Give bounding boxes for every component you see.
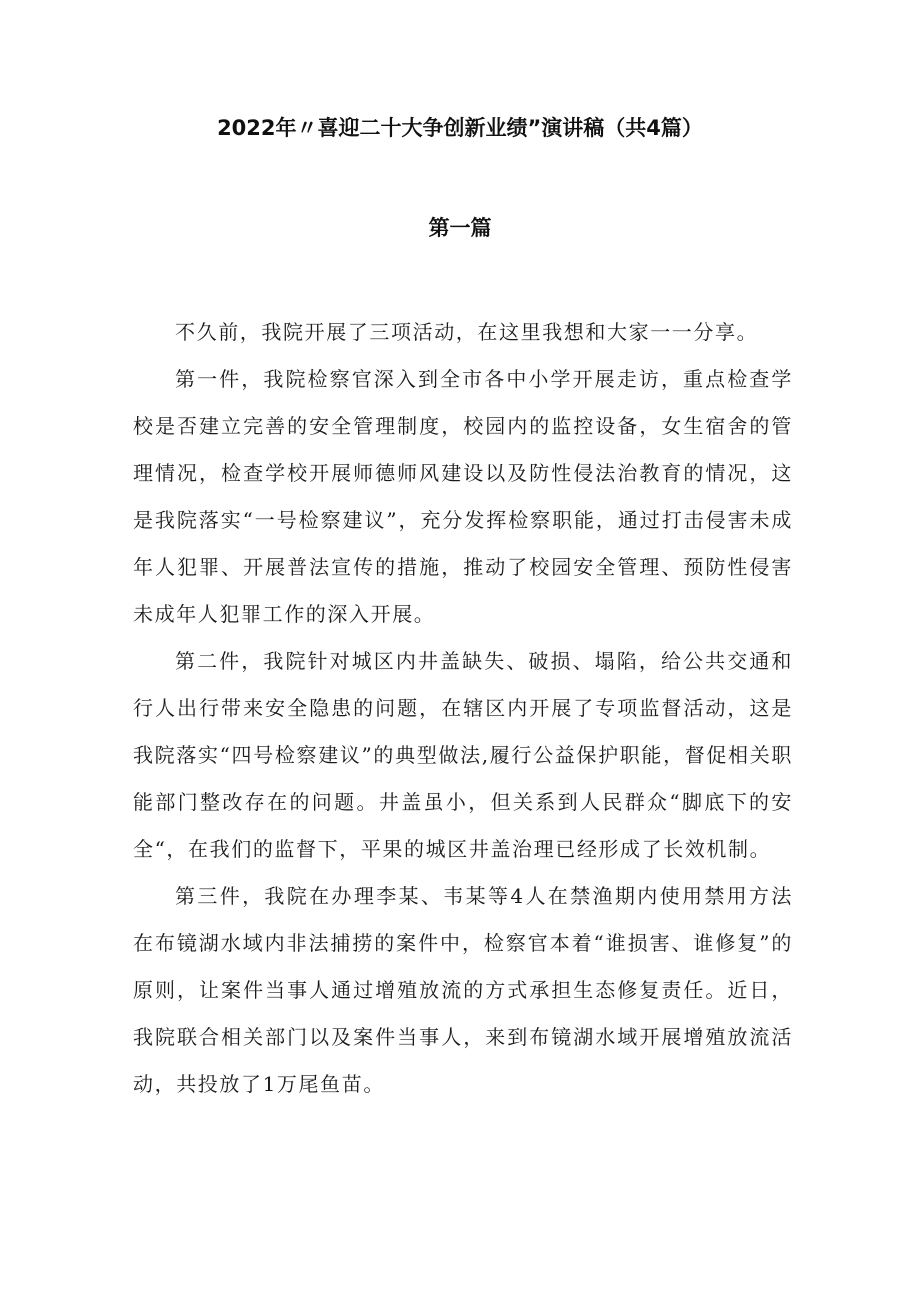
paragraph-first-item: 第一件，我院检察官深入到全市各中小学开展走访，重点检查学校是否建立完善的安全管理制度，校园内的监控设备，女生宿舍的管理情况，检查学校开展师德师风建设以及防性侵法治教育的情况，这是我院落实“一号检察建议”，充分发挥检察职能，通过打击侵害未成年人犯罪、开展普法宣传的措施，推动了校园安全管理、预防性侵害未成年人犯罪工作的深入开展。: [133, 367, 793, 626]
section-heading: 第一篇: [428, 216, 492, 240]
paragraph-third-item: 第三件，我院在办理李某、韦某等4人在禁渔期内使用禁用方法在布镜湖水域内非法捕捞的案件中，检察官本着“谁损害、谁修复”的原则，让案件当事人通过增殖放流的方式承担生态修复责任。近日，我院联合相关部门以及案件当事人，来到布镜湖水域开展增殖放流活动，共投放了1万尾鱼苗。: [133, 884, 793, 1096]
paragraph-second-item: 第二件，我院针对城区内井盖缺失、破损、塌陷，给公共交通和行人出行带来安全隐患的问题，在辖区内开展了专项监督活动，这是我院落实“四号检察建议”的典型做法,履行公益保护职能，督促相关职能部门整改存在的问题。井盖虽小，但关系到人民群众“脚底下的安全“，在我们的监督下，平果的城区井盖治理已经形成了长效机制。: [133, 649, 793, 861]
paragraph-intro: 不久前，我院开展了三项活动，在这里我想和大家一一分享。: [175, 320, 759, 344]
document-title: 2022年〃喜迎二十大争创新业绩”演讲稿（共4篇）: [217, 116, 703, 140]
document-body: [133, 309, 793, 1108]
